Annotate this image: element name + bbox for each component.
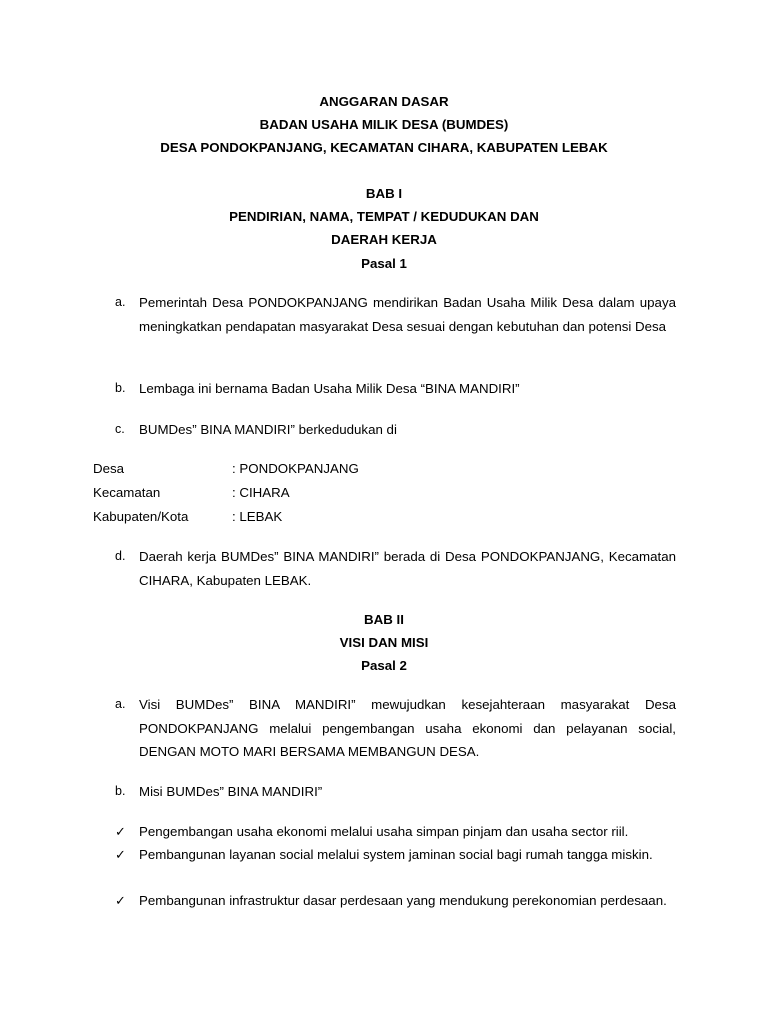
location-label: Kecamatan (93, 485, 161, 500)
checkmark-icon: ✓ (115, 847, 126, 862)
pasal-1-item-b (93, 377, 676, 401)
checkmark-icon: ✓ (115, 893, 126, 908)
misi-item-2 (93, 843, 676, 867)
bab-1-title-line-1: PENDIRIAN, NAMA, TEMPAT / KEDUDUKAN DAN (229, 209, 539, 224)
pasal-1-item-d-text: Daerah kerja BUMDes” BINA MANDIRI” berada di Desa PONDOKPANJANG, Kecamatan CIHARA, Kabupaten LEBAK. (139, 549, 676, 588)
pasal-2-item-b-text: Misi BUMDes” BINA MANDIRI” (139, 784, 323, 799)
pasal-2-item-a (93, 693, 676, 764)
location-value: : CIHARA (232, 485, 290, 500)
misi-item-2-text: Pembangunan layanan social melalui system jaminan social bagi rumah tangga miskin. (139, 847, 653, 862)
misi-item-3 (93, 889, 676, 913)
pasal-2-item-a-text: Visi BUMDes” BINA MANDIRI” mewujudkan kesejahteraan masyarakat Desa PONDOKPANJANG melalui pengembangan usaha ekonomi dan pelayanan social, DENGAN MOTO MARI BERSAMA MEMBANGUN DESA. (139, 697, 676, 759)
misi-item-1-text: Pengembangan usaha ekonomi melalui usaha simpan pinjam dan usaha sector riil. (139, 824, 629, 839)
pasal-1-item-a (93, 291, 676, 338)
misi-item-1 (93, 820, 676, 844)
location-label: Desa (93, 461, 125, 476)
bab-1-number: BAB I (365, 186, 403, 201)
location-value: : PONDOKPANJANG (232, 461, 359, 476)
pasal-1-item-b-text: Lembaga ini bernama Badan Usaha Milik Desa “BINA MANDIRI” (139, 381, 520, 396)
document-title-line-2: BADAN USAHA MILIK DESA (BUMDES) (259, 117, 509, 132)
misi-item-3-text: Pembangunan infrastruktur dasar perdesaan yang mendukung perekonomian perdesaan. (139, 893, 667, 908)
pasal-1-item-c (93, 418, 676, 442)
location-value: : LEBAK (232, 509, 283, 524)
bab-2-title: VISI DAN MISI (339, 635, 429, 650)
document-title-line-1: ANGGARAN DASAR (319, 94, 449, 109)
pasal-1-item-d (93, 545, 676, 592)
bab-2-number: BAB II (364, 612, 404, 627)
location-label: Kabupaten/Kota (93, 509, 189, 524)
list-marker: c. (115, 422, 125, 436)
pasal-2-heading: Pasal 2 (361, 658, 407, 673)
list-marker: d. (115, 549, 126, 563)
pasal-1-item-a-text: Pemerintah Desa PONDOKPANJANG mendirikan Badan Usaha Milik Desa dalam upaya meningkatkan pendapatan masyarakat Desa sesuai dengan kebutuhan dan potensi Desa (139, 295, 676, 334)
list-marker: b. (115, 784, 126, 798)
document-title-line-3: DESA PONDOKPANJANG, KECAMATAN CIHARA, KABUPATEN LEBAK (160, 140, 608, 155)
pasal-1-item-c-text: BUMDes” BINA MANDIRI” berkedudukan di (139, 422, 397, 437)
list-marker: a. (115, 295, 126, 309)
checkmark-icon: ✓ (115, 824, 126, 839)
pasal-1-heading: Pasal 1 (361, 256, 407, 271)
list-marker: b. (115, 381, 126, 395)
list-marker: a. (115, 697, 126, 711)
bab-1-title-line-2: DAERAH KERJA (331, 232, 437, 247)
pasal-2-item-b (93, 780, 676, 804)
